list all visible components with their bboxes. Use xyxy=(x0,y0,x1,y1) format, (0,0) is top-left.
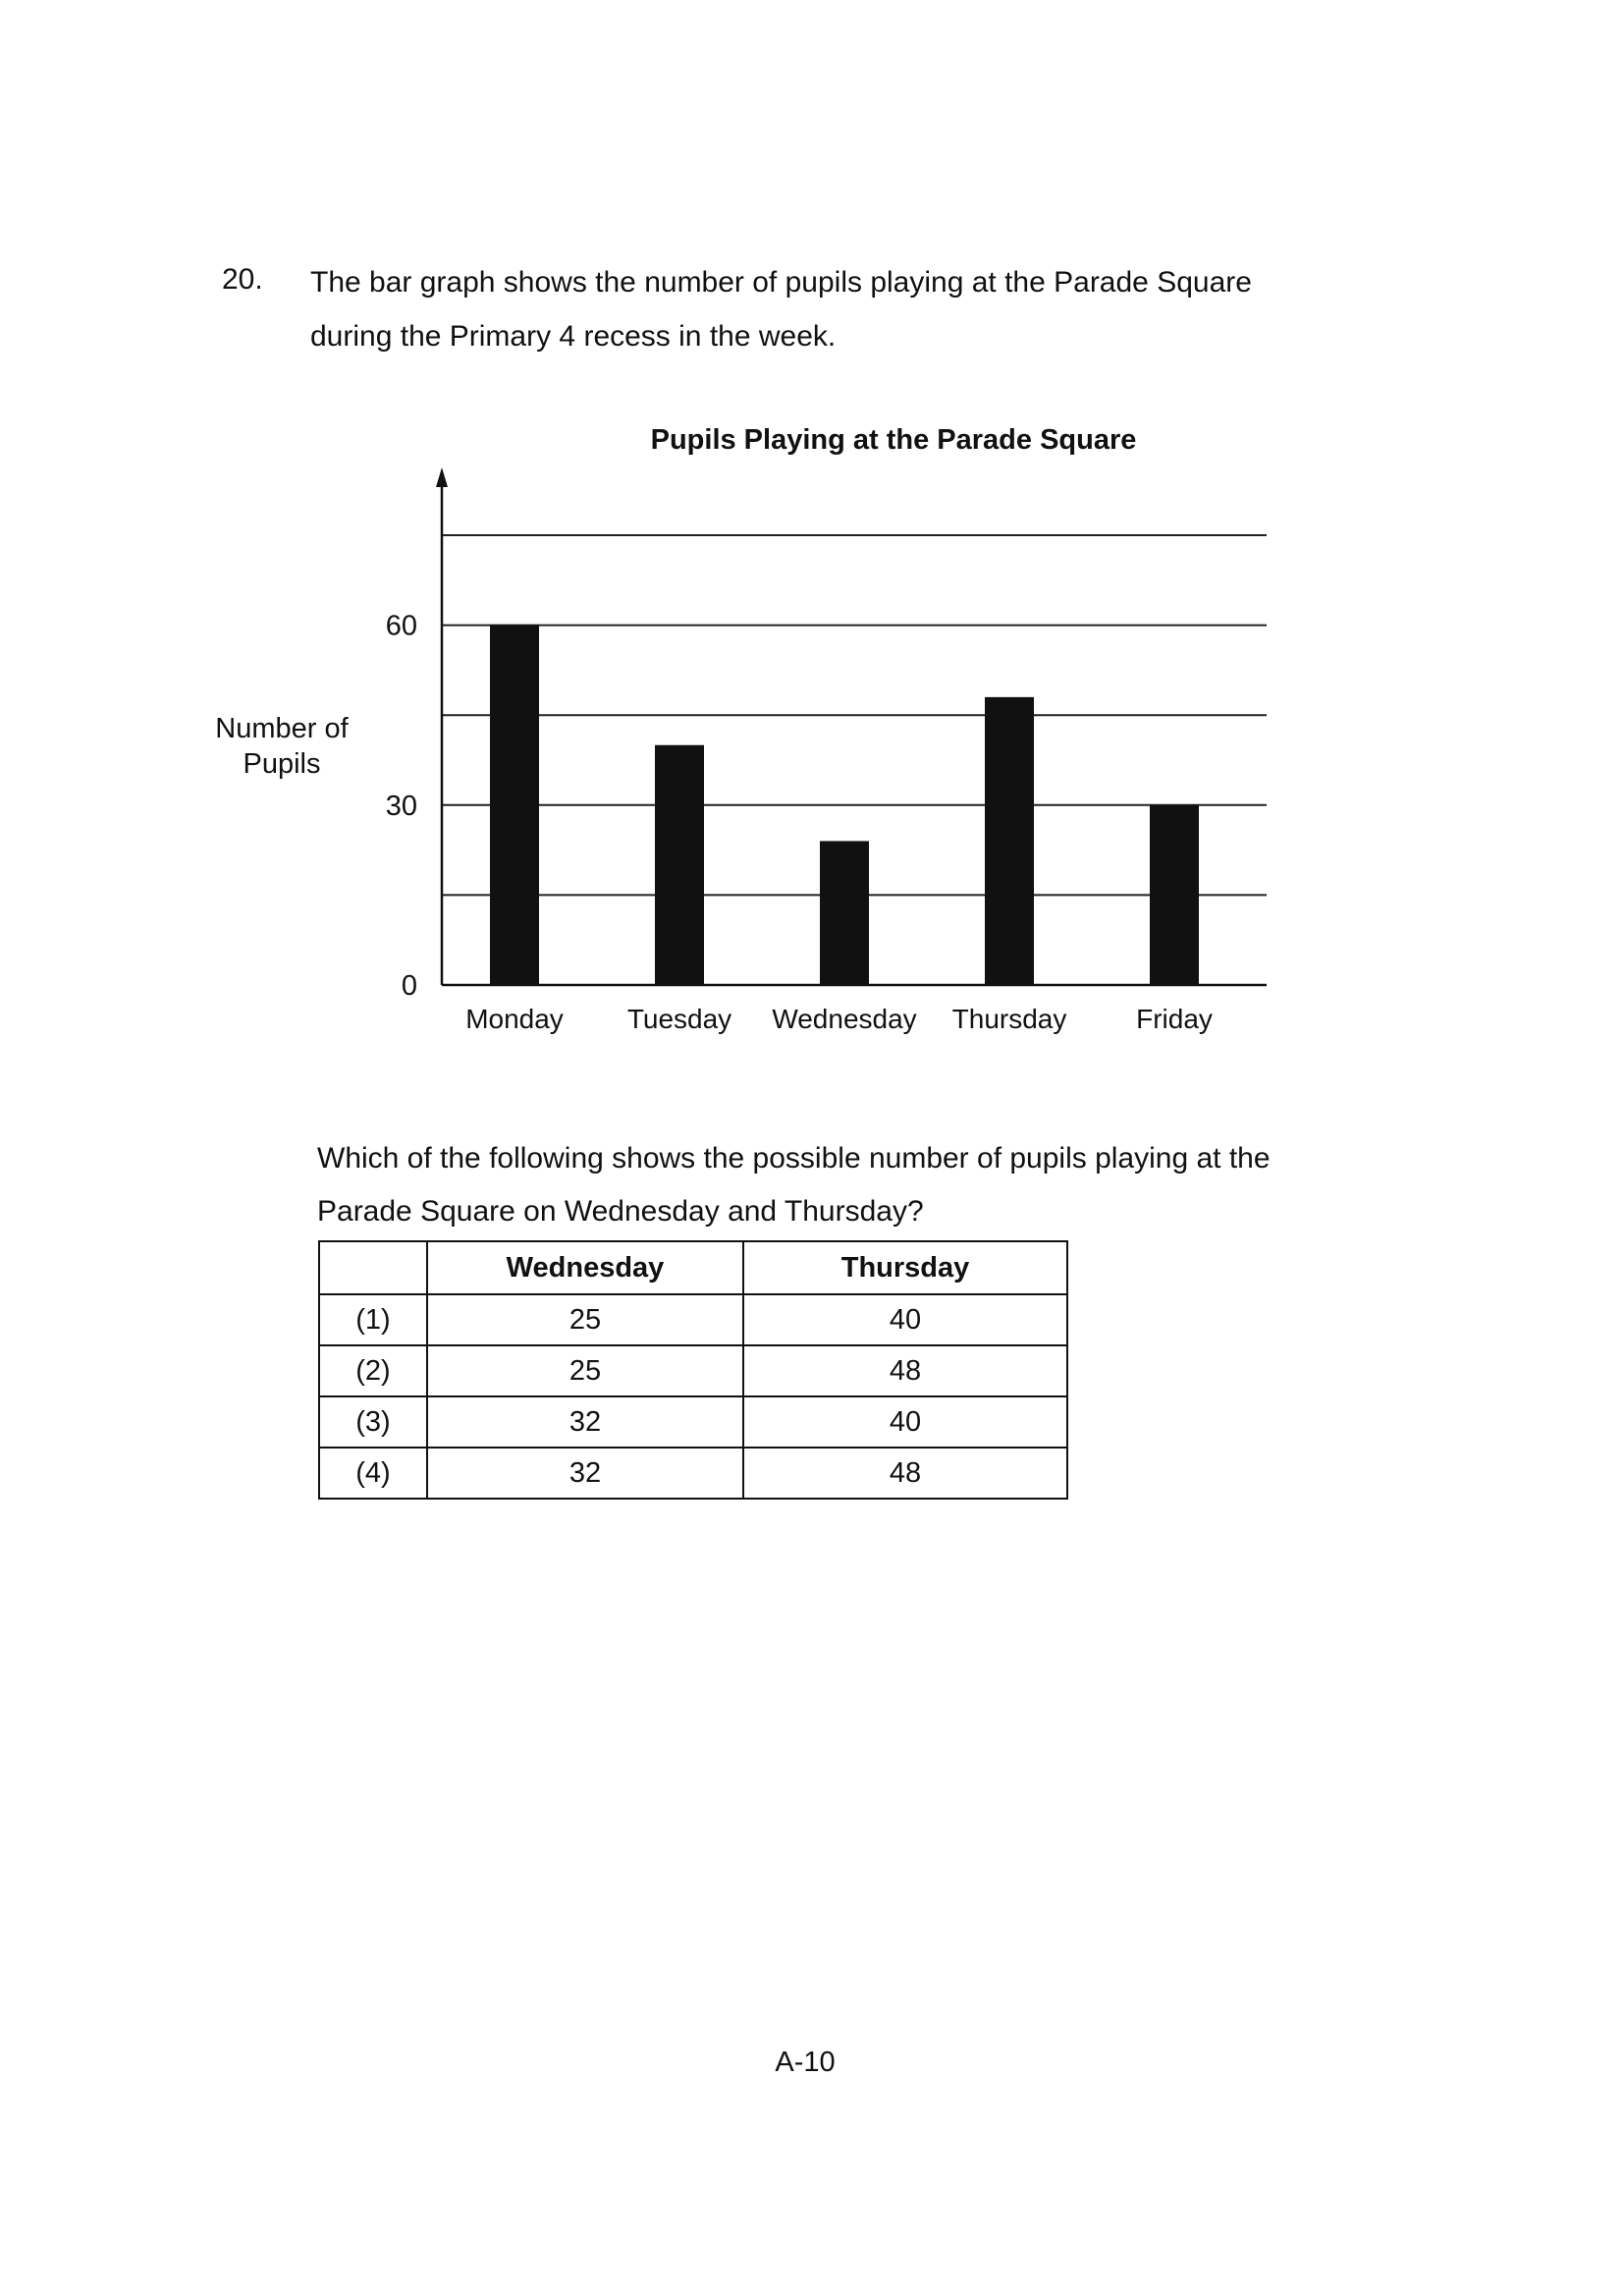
chart-bar xyxy=(1150,805,1199,985)
option-wednesday-value: 25 xyxy=(427,1345,743,1396)
chart-bar xyxy=(655,745,704,985)
page-number: A-10 xyxy=(775,2047,836,2078)
table-row xyxy=(319,1396,1067,1448)
chart-x-tick-label: Tuesday xyxy=(626,1004,732,1034)
bar-chart xyxy=(0,0,1624,1080)
option-thursday-value: 40 xyxy=(743,1396,1067,1448)
chart-y-axis-arrow xyxy=(436,467,448,487)
option-label: (3) xyxy=(319,1396,427,1448)
chart-y-tick-label: 0 xyxy=(401,970,417,1002)
option-wednesday-value: 25 xyxy=(427,1294,743,1345)
chart-bar xyxy=(985,697,1034,985)
chart-title: Pupils Playing at the Parade Square xyxy=(650,424,1137,456)
option-thursday-value: 48 xyxy=(743,1448,1067,1499)
option-label: (2) xyxy=(319,1345,427,1396)
table-header-row xyxy=(319,1241,1067,1294)
option-wednesday-value: 32 xyxy=(427,1396,743,1448)
chart-bar xyxy=(490,626,539,985)
option-label: (1) xyxy=(319,1294,427,1345)
option-label: (4) xyxy=(319,1448,427,1499)
sub-question-text: Which of the following shows the possible number of pupils playing at the Parade Square on Wednesday and Thursday? xyxy=(317,1142,1271,1228)
table-header-blank xyxy=(319,1241,427,1294)
option-thursday-value: 40 xyxy=(743,1294,1067,1345)
chart-x-tick-label: Friday xyxy=(1136,1004,1213,1034)
chart-x-tick-label: Thursday xyxy=(951,1004,1067,1034)
chart-bar xyxy=(820,841,869,985)
answer-options-table xyxy=(318,1240,1068,1500)
table-header-wednesday: Wednesday xyxy=(427,1241,743,1294)
chart-y-tick-label: 60 xyxy=(385,610,417,642)
chart-x-tick-label: Monday xyxy=(465,1004,564,1034)
table-row xyxy=(319,1448,1067,1499)
question-text: The bar graph shows the number of pupils playing at the Parade Square during the Primary 4 recess in the week. xyxy=(310,266,1252,353)
question-number: 20. xyxy=(222,263,263,296)
table-row xyxy=(319,1345,1067,1396)
table-header-thursday: Thursday xyxy=(743,1241,1067,1294)
chart-y-axis-label: Number of Pupils xyxy=(215,713,349,780)
option-thursday-value: 48 xyxy=(743,1345,1067,1396)
option-wednesday-value: 32 xyxy=(427,1448,743,1499)
chart-y-tick-label: 30 xyxy=(385,790,417,822)
chart-x-tick-label: Wednesday xyxy=(772,1004,917,1034)
table-row xyxy=(319,1294,1067,1345)
